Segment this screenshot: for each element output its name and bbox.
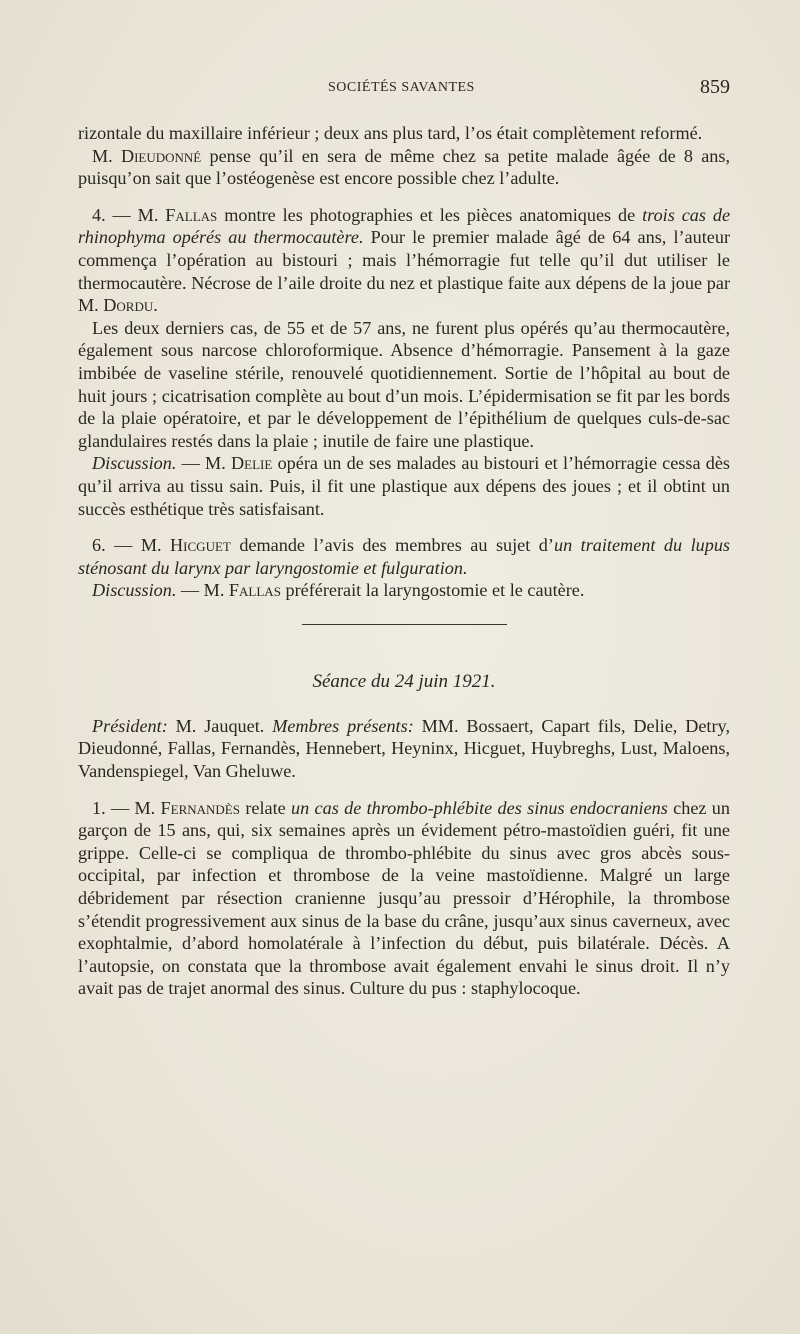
paragraph-dieudonne: M. Dieudonné pense qu’il en sera de même chez sa petite malade âgée de 8 ans, puisqu’on sait que l’ostéogenèse est encore possible chez l’adulte.	[78, 145, 731, 189]
session-heading: Séance du 24 juin 1921.	[312, 670, 496, 692]
author-name: Fallas	[165, 204, 218, 225]
communication-title: un cas de thrombo-phlébite des sinus endocraniens	[291, 797, 668, 818]
discussion-label: Discussion.	[92, 453, 177, 474]
communication-title: trois cas de rhinophyma opérés au thermocautère.	[78, 204, 731, 248]
author-name: Hicguet	[170, 535, 231, 556]
page-body	[78, 122, 730, 1000]
author-name: Delie	[231, 453, 273, 474]
author-name: Fernandès	[160, 797, 240, 818]
running-head: SOCIÉTÉS SAVANTES	[328, 80, 475, 95]
section-divider	[302, 624, 507, 625]
communication-title: un traitement du lupus sténosant du larynx par laryngostomie et fulguration.	[78, 535, 731, 578]
paragraph-cases: Les deux derniers cas, de 55 et de 57 ans, ne furent plus opérés qu’au thermocautère, également sous narcose chloroformique. Absence d’hémorragie. Pansement à la gaze imbibée de vaseline stérile, renouvelé quotidiennement. Sortie de l’hôpital au bout de huit jours ; cicatrisation complète au bout d’un mois. L’épidermisation se fit par les bords de la plaie opératoire, et par le développement de l’épithélium de quelques culs-de-sac glandulaires restés dans la plaie ; inutile de faire une plastique.	[78, 317, 730, 451]
author-name: Dordu	[103, 295, 154, 316]
page-number: 859	[700, 76, 730, 98]
paragraph-discussion-2: Discussion. — M. Fallas préférerait la laryngostomie et le cautère.	[92, 580, 585, 601]
author-name: Fallas	[228, 580, 281, 601]
page-header	[78, 76, 730, 102]
paragraph-item-1: 1. — M. Fernandès relate un cas de thrombo-phlébite des sinus endocraniens chez un garçon de 15 ans, qui, six semaines après un évidement pétro-mastoïdien guéri, fit une grippe. Celle-ci se compliqua de thrombo-phlébite du sinus avec gros abcès sous-occipital, par infection et thrombose de la veine mastoïdienne. Malgré un large débridement par résection cranienne jusqu’au pressoir d’Hérophile, la thrombose s’étendit progressivement aux sinus de la base du crâne, jusqu’aux sinus caverneux, avec exophtalmie, d’abord homolatérale à l’infection du début, puis bilatérale. Décès. A l’autopsie, on constata que la thrombose avait également envahi le sinus droit. Il n’y avait pas de trajet anormal des sinus. Culture du pus : staphylocoque.	[78, 797, 730, 999]
paragraph-item-4: 4. — M. Fallas montre les photographies et les pièces anatomiques de trois cas de rhinophyma opérés au thermocautère. Pour le premier malade âgé de 64 ans, l’auteur commença l’opération au bistouri ; mais l’hémorragie fut telle qu’il dut utiliser le thermocautère. Nécrose de l’aile droite du nez et plastique faite aux dépens de la joue par M. Dordu.	[78, 204, 731, 316]
author-name: Dieudonné	[120, 145, 202, 166]
discussion-label: Discussion.	[92, 580, 177, 601]
paragraph-item-6: 6. — M. Hicguet demande l’avis des membres au sujet d’un traitement du lupus sténosant du larynx par laryngostomie et fulguration.	[78, 535, 731, 578]
president-label: Président:	[92, 715, 168, 736]
paragraph-continuation: rizontale du maxillaire inférieur ; deux ans plus tard, l’os était complètement reformé.	[78, 123, 703, 143]
paragraph-attendance: Président: M. Jauquet. Membres présents: MM. Bossaert, Capart fils, Delie, Detry, Dieudonné, Fallas, Fernandès, Hennebert, Heyninx, Hicguet, Huybreghs, Lust, Maloens, Vandenspiegel, Van Gheluwe.	[78, 715, 730, 782]
paragraph-discussion-1: Discussion. — M. Delie opéra un de ses malades au bistouri et l’hémorragie cessa dès qu’il arriva au tissu sain. Puis, il fit une plastique aux dépens des joues ; et il obtint un succès esthétique très satisfaisant.	[78, 453, 731, 519]
members-label: Membres présents:	[272, 715, 414, 736]
